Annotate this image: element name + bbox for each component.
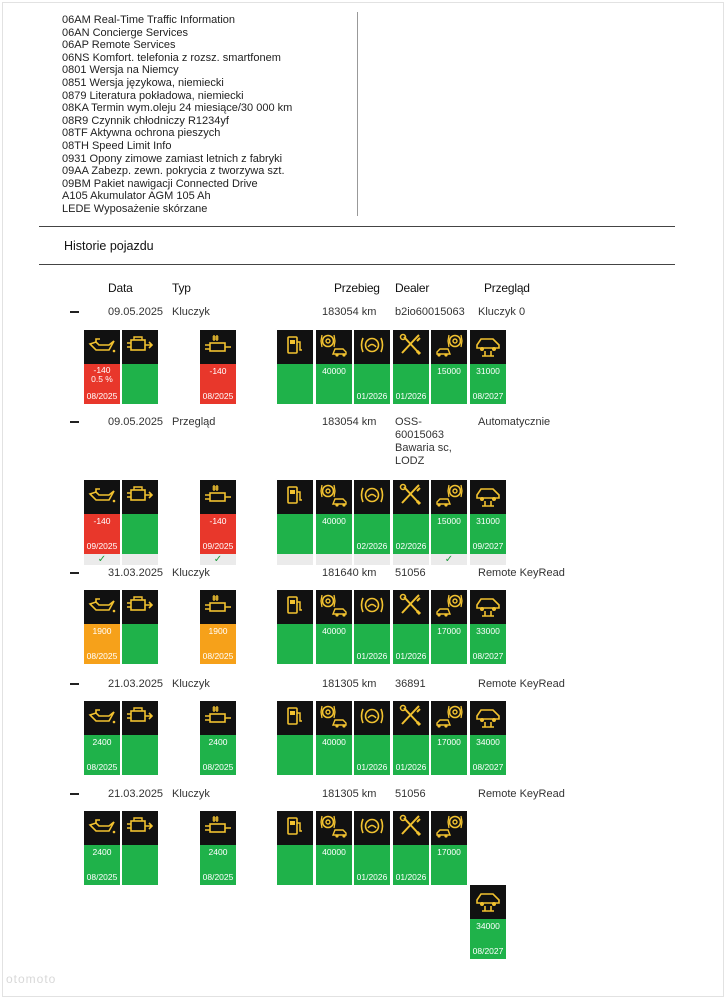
brake-fluid-icon <box>357 592 387 623</box>
particulate-filter-icon <box>203 592 233 623</box>
oil-can-icon <box>87 703 117 734</box>
fuel-filter-icon-box <box>277 701 313 735</box>
service-tools-icon <box>396 703 426 734</box>
entry-type: Kluczyk <box>172 567 210 579</box>
watermark: otomoto <box>6 972 57 986</box>
engine-filter-icon <box>125 592 155 623</box>
engine-filter-icon <box>125 813 155 844</box>
tile-date: 01/2026 <box>356 762 388 772</box>
entry-review: Remote KeyRead <box>478 678 565 690</box>
brake-fluid-icon-box <box>354 330 390 364</box>
brake-fluid-icon-box <box>354 590 390 624</box>
tile-check: ✓ <box>431 554 467 565</box>
tile-status <box>393 624 429 664</box>
tile-status <box>470 514 506 554</box>
tile-status <box>316 735 352 775</box>
tile-value: 1900 <box>92 626 112 636</box>
service-tools-icon <box>396 482 426 513</box>
engine-filter-icon <box>125 703 155 734</box>
service-tile <box>431 330 467 404</box>
service-tools-icon-box <box>393 330 429 364</box>
service-tile <box>84 590 120 664</box>
tile-value: 40000 <box>322 737 346 747</box>
service-tile <box>84 480 120 565</box>
option-item: 0879 Literatura pokładowa, niemiecki <box>62 89 244 102</box>
collapse-toggle-icon[interactable] <box>70 683 79 685</box>
tile-status <box>393 514 429 554</box>
option-item: 06AN Concierge Services <box>62 26 188 39</box>
options-divider <box>357 12 358 216</box>
service-tile <box>200 590 236 664</box>
entry-mileage: 181305 km <box>322 678 377 690</box>
tile-status <box>431 624 467 664</box>
tile-value: 31000 <box>476 366 500 376</box>
tile-date: 08/2025 <box>86 651 118 661</box>
service-tile <box>393 330 429 404</box>
tile-date: 08/2027 <box>472 762 504 772</box>
rear-brakes-icon-box <box>431 811 467 845</box>
entry-date: 21.03.2025 <box>108 678 164 690</box>
service-tools-icon-box <box>393 480 429 514</box>
option-item: A105 Akumulator AGM 105 Ah <box>62 190 211 203</box>
entry-mileage: 181640 km <box>322 567 377 579</box>
tile-status <box>431 735 467 775</box>
tile-status <box>393 364 429 404</box>
oil-can-icon <box>87 592 117 623</box>
tile-check <box>316 554 352 565</box>
collapse-toggle-icon[interactable] <box>70 311 79 313</box>
tile-status <box>277 514 313 554</box>
tile-date: 08/2025 <box>202 651 234 661</box>
tile-status <box>354 735 390 775</box>
tile-status <box>393 735 429 775</box>
brake-fluid-icon-box <box>354 480 390 514</box>
service-tile <box>316 811 352 885</box>
tile-status <box>470 364 506 404</box>
tile-status <box>354 845 390 885</box>
option-item: 06AP Remote Services <box>62 39 176 52</box>
tile-status <box>316 624 352 664</box>
fuel-filter-icon-box <box>277 811 313 845</box>
tile-date: 08/2025 <box>202 872 234 882</box>
entry-type: Kluczyk <box>172 788 210 800</box>
vehicle-inspection-icon <box>473 482 503 513</box>
tile-status <box>393 845 429 885</box>
tile-status <box>84 514 120 554</box>
tile-value: -140 <box>209 516 227 526</box>
tile-status <box>84 735 120 775</box>
tile-value: 2400 <box>92 737 112 747</box>
tile-value: 33000 <box>476 626 500 636</box>
tile-status <box>316 845 352 885</box>
tile-status <box>122 845 158 885</box>
rear-brakes-icon-box <box>431 590 467 624</box>
tile-value: 31000 <box>476 516 500 526</box>
tile-date: 08/2025 <box>202 762 234 772</box>
collapse-toggle-icon[interactable] <box>70 572 79 574</box>
tile-date: 08/2027 <box>472 651 504 661</box>
engine-filter-icon-box <box>122 811 158 845</box>
particulate-filter-icon-box <box>200 330 236 364</box>
option-item: 09AA Zabezp. zewn. pokrycia z tworzywa szt. <box>62 165 285 178</box>
tile-date: 08/2025 <box>86 872 118 882</box>
tile-status <box>431 845 467 885</box>
tile-percent: 0.5 % <box>91 374 113 384</box>
tile-date: 09/2025 <box>86 541 118 551</box>
tile-value: 1900 <box>208 626 228 636</box>
tile-status <box>84 845 120 885</box>
entry-review: Kluczyk 0 <box>478 306 526 318</box>
service-tile <box>277 701 313 775</box>
tile-value: 15000 <box>437 516 461 526</box>
tile-status <box>200 624 236 664</box>
option-item: 0801 Wersja na Niemcy <box>62 64 179 77</box>
tile-status <box>316 364 352 404</box>
fuel-filter-icon <box>280 813 310 844</box>
fuel-filter-icon-box <box>277 590 313 624</box>
brake-fluid-icon <box>357 813 387 844</box>
vehicle-inspection-icon <box>473 887 503 918</box>
tile-value: 34000 <box>476 737 500 747</box>
service-tile <box>431 811 467 885</box>
tile-value: 40000 <box>322 516 346 526</box>
engine-filter-icon-box <box>122 330 158 364</box>
tile-status <box>431 364 467 404</box>
fuel-filter-icon <box>280 592 310 623</box>
oil-can-icon-box <box>84 701 120 735</box>
tile-value: 2400 <box>208 847 228 857</box>
service-tile <box>122 590 158 664</box>
brake-fluid-icon <box>357 703 387 734</box>
option-item: 08R9 Czynnik chłodniczy R1234yf <box>62 114 229 127</box>
particulate-filter-icon-box <box>200 590 236 624</box>
fuel-filter-icon <box>280 703 310 734</box>
option-item: 0931 Opony zimowe zamiast letnich z fabryki <box>62 152 283 165</box>
option-item: 06NS Komfort. telefonia z rozsz. smartfonem <box>62 51 281 64</box>
tile-status <box>122 735 158 775</box>
tile-date: 01/2026 <box>395 762 427 772</box>
service-tile <box>470 480 506 565</box>
engine-filter-icon <box>125 482 155 513</box>
tile-status <box>122 514 158 554</box>
rear-brakes-icon <box>434 332 464 363</box>
entry-review: Remote KeyRead <box>478 567 565 579</box>
vehicle-inspection-icon <box>473 703 503 734</box>
service-tile <box>122 330 158 404</box>
service-tile <box>200 811 236 885</box>
vehicle-inspection-icon-box <box>470 480 506 514</box>
section-rule-top <box>39 226 675 227</box>
tile-status <box>277 735 313 775</box>
service-tools-icon <box>396 332 426 363</box>
service-tile <box>84 330 120 404</box>
front-brakes-icon-box <box>316 811 352 845</box>
tile-date: 01/2026 <box>395 391 427 401</box>
vehicle-inspection-icon-box <box>470 701 506 735</box>
brake-fluid-icon <box>357 482 387 513</box>
fuel-filter-icon-box <box>277 330 313 364</box>
service-tile <box>393 701 429 775</box>
header-date: Data <box>108 281 133 295</box>
engine-filter-icon-box <box>122 701 158 735</box>
tile-check: ✓ <box>84 554 120 565</box>
tile-status <box>470 624 506 664</box>
oil-can-icon-box <box>84 480 120 514</box>
option-item: LEDE Wyposażenie skórzane <box>62 202 208 215</box>
service-tile <box>316 701 352 775</box>
service-tile <box>84 811 120 885</box>
section-rule-bottom <box>39 264 675 265</box>
tile-date: 01/2026 <box>395 651 427 661</box>
tile-value: 15000 <box>437 366 461 376</box>
tile-status <box>354 514 390 554</box>
tile-status <box>122 624 158 664</box>
tile-status <box>122 364 158 404</box>
header-type: Typ <box>172 281 191 295</box>
service-tile <box>354 590 390 664</box>
service-tile <box>470 885 506 959</box>
front-brakes-icon <box>319 703 349 734</box>
tile-check: ✓ <box>200 554 236 565</box>
service-tools-icon-box <box>393 701 429 735</box>
tile-check <box>277 554 313 565</box>
vehicle-inspection-icon <box>473 332 503 363</box>
tile-status <box>470 735 506 775</box>
tile-check <box>393 554 429 565</box>
tile-status <box>200 364 236 404</box>
oil-can-icon <box>87 482 117 513</box>
tile-status <box>200 735 236 775</box>
tile-status <box>84 364 120 404</box>
front-brakes-icon <box>319 592 349 623</box>
fuel-filter-icon <box>280 332 310 363</box>
entry-dealer: 36891 <box>395 678 426 690</box>
tile-date: 02/2026 <box>395 541 427 551</box>
entry-mileage: 183054 km <box>322 306 377 318</box>
option-item: 09BM Pakiet nawigacji Connected Drive <box>62 177 258 190</box>
service-tile <box>316 590 352 664</box>
particulate-filter-icon-box <box>200 701 236 735</box>
service-tile <box>470 330 506 404</box>
tile-date: 01/2026 <box>356 391 388 401</box>
engine-filter-icon <box>125 332 155 363</box>
tile-check <box>354 554 390 565</box>
service-tile <box>354 480 390 565</box>
particulate-filter-icon <box>203 332 233 363</box>
service-tile <box>393 811 429 885</box>
option-item: 08TF Aktywna ochrona pieszych <box>62 127 221 140</box>
options-list <box>62 14 292 216</box>
particulate-filter-icon <box>203 482 233 513</box>
tile-date: 09/2027 <box>472 541 504 551</box>
brake-fluid-icon-box <box>354 811 390 845</box>
rear-brakes-icon-box <box>431 480 467 514</box>
option-item: 0851 Wersja językowa, niemiecki <box>62 76 224 89</box>
tile-value: 34000 <box>476 921 500 931</box>
tile-value: -140 <box>209 366 227 376</box>
tile-status <box>431 514 467 554</box>
entry-mileage: 181305 km <box>322 788 377 800</box>
entry-dealer: b2io60015063 <box>395 306 465 318</box>
tile-check <box>122 554 158 565</box>
tile-status <box>354 364 390 404</box>
vehicle-inspection-icon-box <box>470 885 506 919</box>
oil-can-icon-box <box>84 330 120 364</box>
front-brakes-icon-box <box>316 701 352 735</box>
engine-filter-icon-box <box>122 480 158 514</box>
vehicle-inspection-icon <box>473 592 503 623</box>
tile-status <box>316 514 352 554</box>
front-brakes-icon <box>319 813 349 844</box>
particulate-filter-icon-box <box>200 480 236 514</box>
brake-fluid-icon-box <box>354 701 390 735</box>
service-tile <box>277 330 313 404</box>
service-tools-icon-box <box>393 590 429 624</box>
option-item: 08TH Speed Limit Info <box>62 139 172 152</box>
option-item: 08KA Termin wym.oleju 24 miesiące/30 000 km <box>62 102 293 115</box>
rear-brakes-icon-box <box>431 330 467 364</box>
front-brakes-icon <box>319 482 349 513</box>
oil-can-icon-box <box>84 590 120 624</box>
tile-date: 08/2025 <box>202 391 234 401</box>
tile-date: 02/2026 <box>356 541 388 551</box>
tile-date: 01/2026 <box>356 651 388 661</box>
service-tile <box>431 590 467 664</box>
tile-value: 2400 <box>208 737 228 747</box>
tile-value: 17000 <box>437 847 461 857</box>
entry-date: 09.05.2025 <box>108 306 164 318</box>
particulate-filter-icon <box>203 703 233 734</box>
rear-brakes-icon-box <box>431 701 467 735</box>
service-tile <box>200 330 236 404</box>
service-tile <box>354 811 390 885</box>
tile-value: 17000 <box>437 737 461 747</box>
entry-dealer: 51056 <box>395 788 426 800</box>
service-tile <box>84 701 120 775</box>
oil-can-icon <box>87 813 117 844</box>
entry-type: Przegląd <box>172 416 216 428</box>
service-tile <box>200 701 236 775</box>
particulate-filter-icon-box <box>200 811 236 845</box>
service-tile <box>354 330 390 404</box>
tile-value: 2400 <box>92 847 112 857</box>
entry-dealer: 51056 <box>395 567 426 579</box>
front-brakes-icon-box <box>316 330 352 364</box>
service-tile <box>316 480 352 565</box>
tile-value: -140 <box>93 365 111 375</box>
header-dealer: Dealer <box>395 281 430 295</box>
collapse-toggle-icon[interactable] <box>70 793 79 795</box>
header-mileage: Przebieg <box>334 281 380 295</box>
tile-date: 01/2026 <box>395 872 427 882</box>
entry-type: Kluczyk <box>172 678 210 690</box>
entry-date: 31.03.2025 <box>108 567 164 579</box>
entry-review: Automatycznie <box>478 416 551 428</box>
service-tile <box>122 811 158 885</box>
entry-mileage: 183054 km <box>322 416 377 428</box>
oil-can-icon <box>87 332 117 363</box>
tile-date: 08/2027 <box>472 391 504 401</box>
tile-status <box>277 845 313 885</box>
tile-status <box>354 624 390 664</box>
header-review: Przegląd <box>484 281 530 295</box>
entry-type: Kluczyk <box>172 306 210 318</box>
tile-date: 01/2026 <box>356 872 388 882</box>
rear-brakes-icon <box>434 813 464 844</box>
service-tile <box>393 590 429 664</box>
history-title: Historie pojazdu <box>64 239 154 253</box>
service-tile <box>470 701 506 775</box>
tile-status <box>277 364 313 404</box>
service-tile <box>277 590 313 664</box>
tile-status <box>200 514 236 554</box>
tile-value: 40000 <box>322 366 346 376</box>
tile-date: 08/2025 <box>86 391 118 401</box>
tile-date: 08/2027 <box>472 946 504 956</box>
vehicle-inspection-icon-box <box>470 330 506 364</box>
service-tile <box>316 330 352 404</box>
tile-date: 08/2025 <box>86 762 118 772</box>
tile-status <box>84 624 120 664</box>
particulate-filter-icon <box>203 813 233 844</box>
rear-brakes-icon <box>434 703 464 734</box>
engine-filter-icon-box <box>122 590 158 624</box>
service-tile <box>431 480 467 565</box>
service-tile <box>354 701 390 775</box>
front-brakes-icon-box <box>316 480 352 514</box>
service-tile <box>122 701 158 775</box>
tile-value: 40000 <box>322 626 346 636</box>
option-item: 06AM Real-Time Traffic Information <box>62 14 236 26</box>
front-brakes-icon-box <box>316 590 352 624</box>
oil-can-icon-box <box>84 811 120 845</box>
entry-date: 21.03.2025 <box>108 788 164 800</box>
entry-review: Remote KeyRead <box>478 788 565 800</box>
tile-check <box>470 554 506 565</box>
fuel-filter-icon <box>280 482 310 513</box>
entry-date: 09.05.2025 <box>108 416 164 428</box>
service-tile <box>200 480 236 565</box>
rear-brakes-icon <box>434 592 464 623</box>
service-tools-icon <box>396 592 426 623</box>
rear-brakes-icon <box>434 482 464 513</box>
service-tile <box>277 480 313 565</box>
service-tools-icon-box <box>393 811 429 845</box>
service-tile <box>393 480 429 565</box>
tile-date: 09/2025 <box>202 541 234 551</box>
tile-status <box>470 919 506 959</box>
front-brakes-icon <box>319 332 349 363</box>
tile-status <box>277 624 313 664</box>
tile-value: 40000 <box>322 847 346 857</box>
tile-status <box>200 845 236 885</box>
entry-dealer: OSS- 60015063 Bawaria sc, LODZ <box>395 416 452 467</box>
service-tools-icon <box>396 813 426 844</box>
service-tile <box>431 701 467 775</box>
vehicle-inspection-icon-box <box>470 590 506 624</box>
service-tile <box>277 811 313 885</box>
brake-fluid-icon <box>357 332 387 363</box>
service-tile <box>122 480 158 565</box>
tile-value: 17000 <box>437 626 461 636</box>
fuel-filter-icon-box <box>277 480 313 514</box>
service-tile <box>470 590 506 664</box>
tile-value: -140 <box>93 516 111 526</box>
collapse-toggle-icon[interactable] <box>70 421 79 423</box>
